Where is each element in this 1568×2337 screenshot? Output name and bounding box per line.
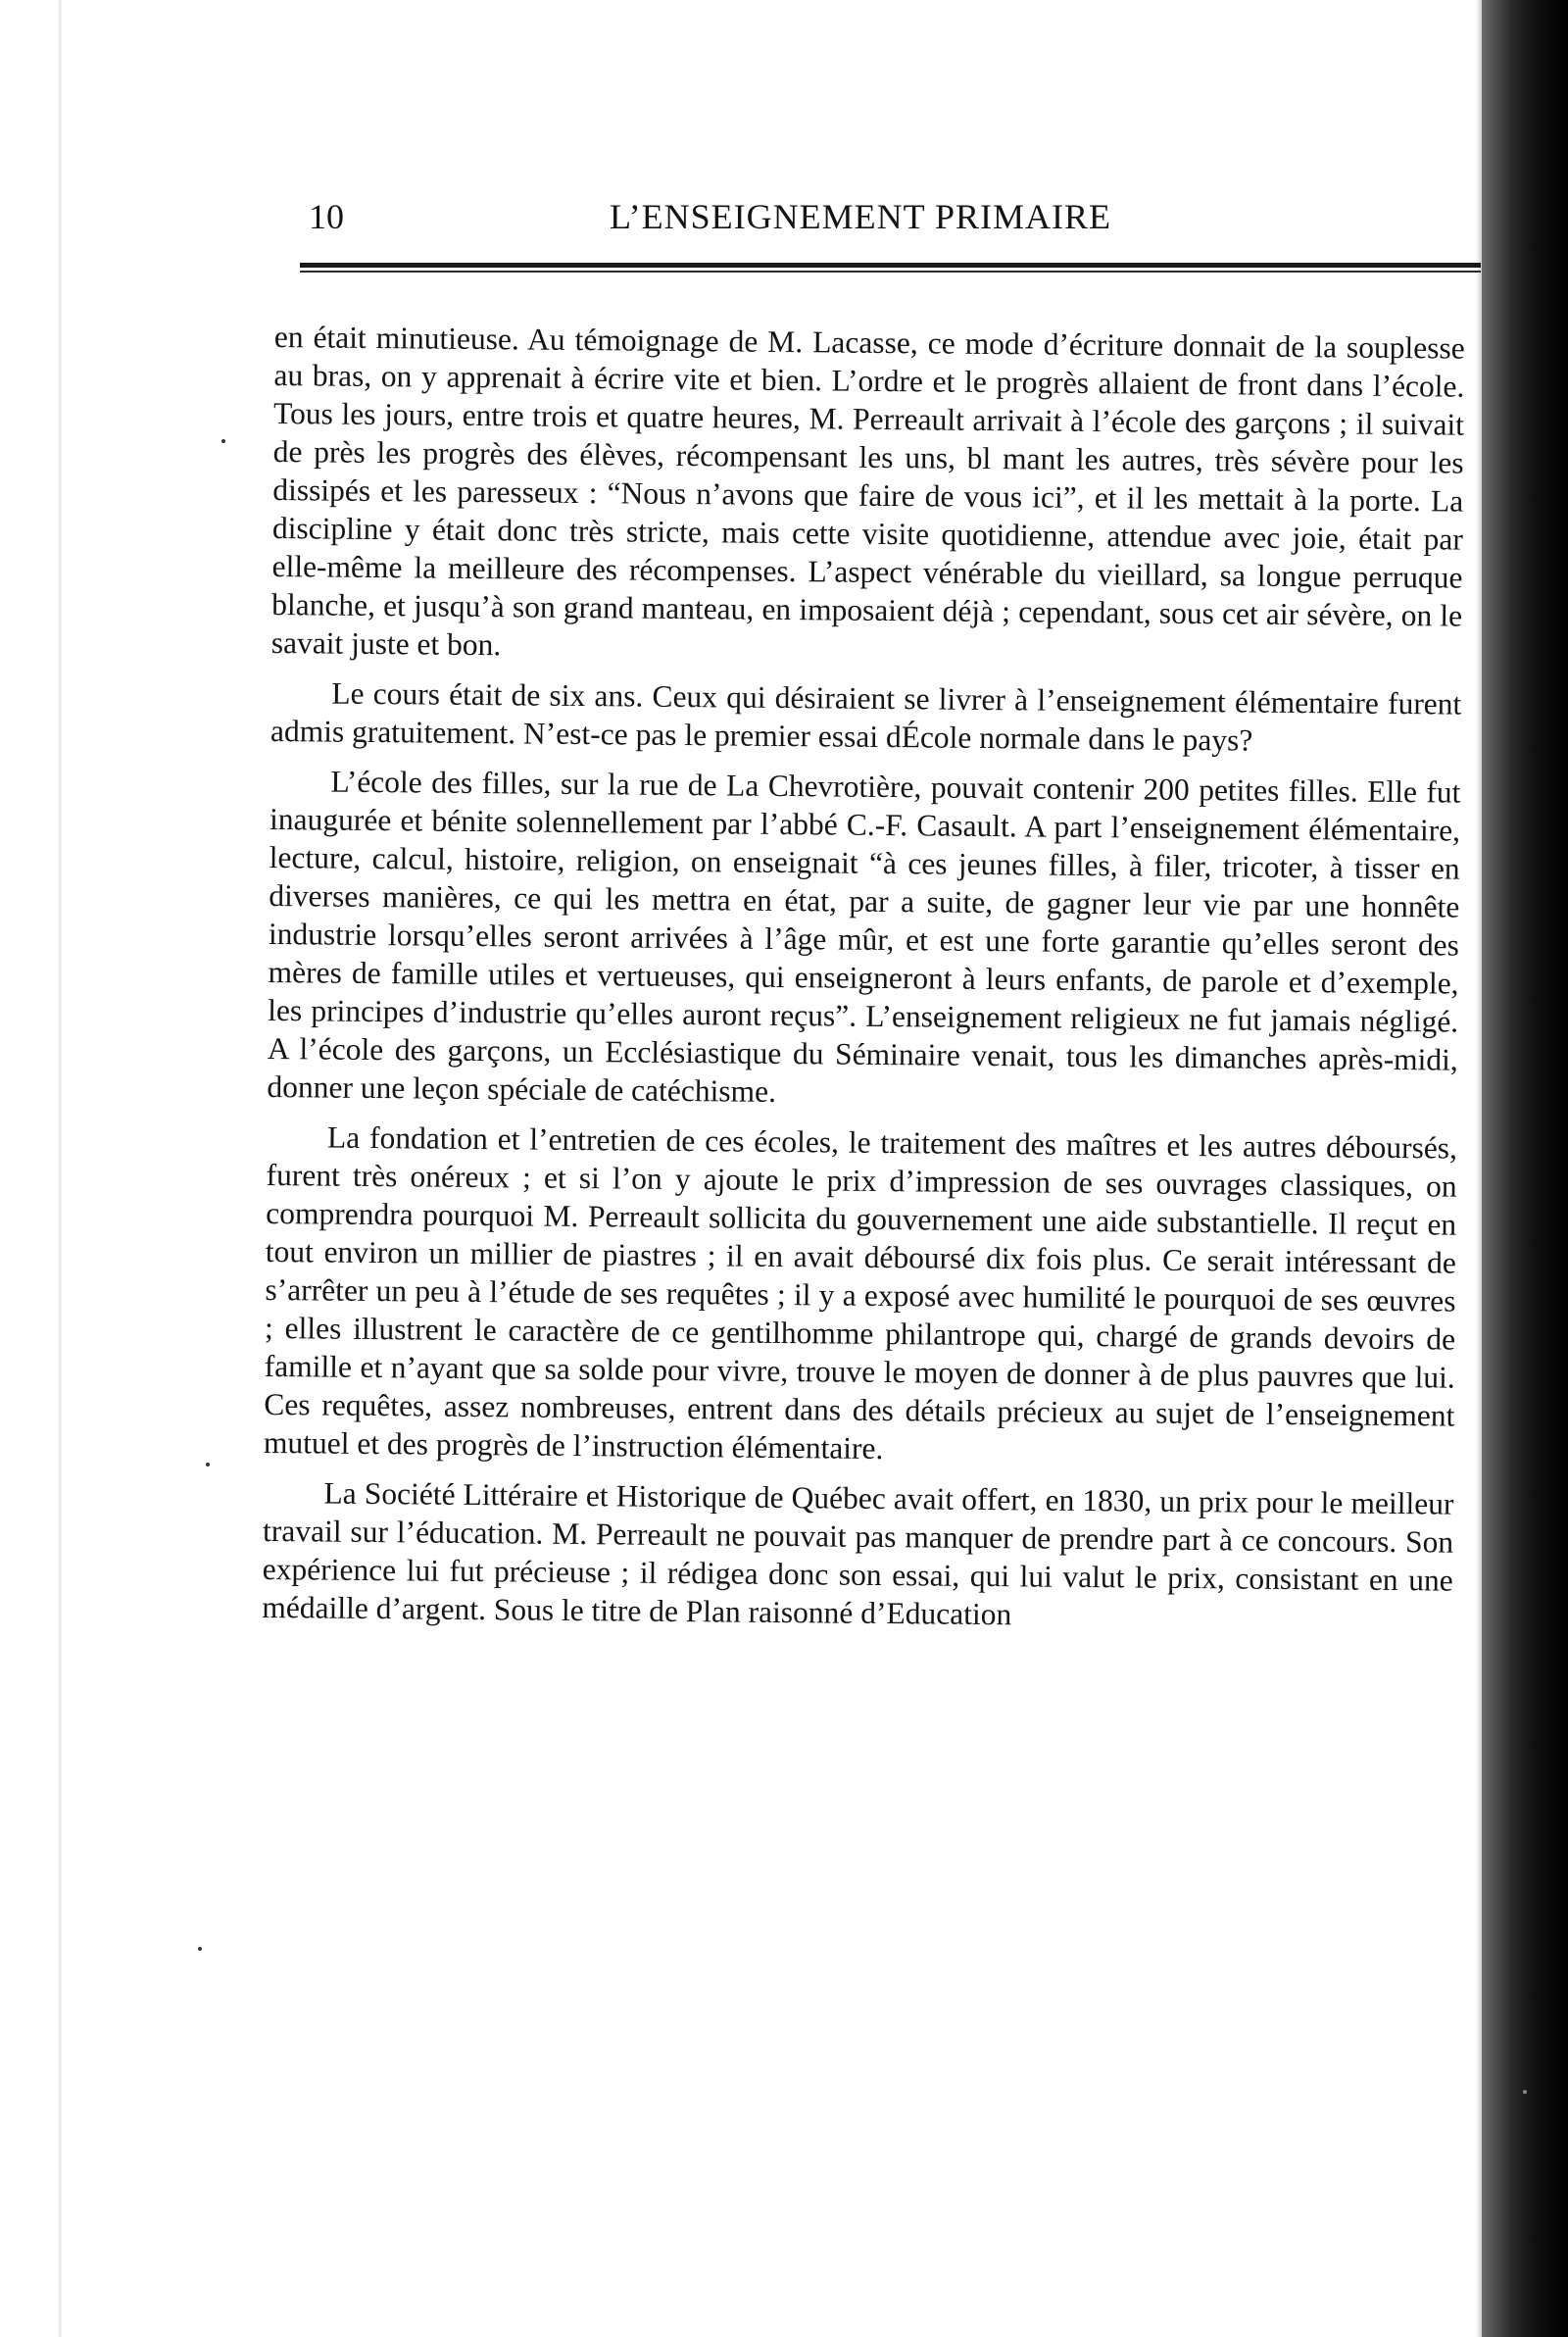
ink-speck [1523, 2090, 1527, 2094]
running-head [245, 196, 1482, 255]
running-title: L’ENSEIGNEMENT PRIMAIRE [610, 197, 1112, 236]
paragraph: Le cours était de six ans. Ceux qui désiraient se livrer à l’enseignement élémentaire furent admis gratuitement. N’est-ce pas le premier essai dÉcole normale dans le pays? [270, 675, 1462, 758]
book-page [245, 196, 1482, 1632]
ink-speck [206, 1463, 210, 1467]
header-rule [300, 263, 1481, 273]
paragraph: La Société Littéraire et Historique de Québec avait offert, en 1830, un prix pour le meilleur travail sur l’éducation. M. Perreault ne pouvait pas manquer de prendre part à ce concours. Son expérience lui fut précieuse ; il rédigea donc son essai, qui lui valut le prix, consistant en une médaille d’argent. Sous le titre de Plan raisonné d’Education [262, 1475, 1454, 1632]
page-number: 10 [309, 197, 344, 236]
body-text [262, 318, 1465, 1650]
header-rule-thin [300, 271, 1481, 273]
paragraph: L’école des filles, sur la rue de La Chevrotière, pouvait contenir 200 petites filles. Elle fut inaugurée et bénite solennellement par l’abbé C.-F. Casault. A part l’enseignement élémentaire, lecture, calcul, histoire, religion, on enseignait “à ces jeunes filles, à filer, tricoter, à tisser en diverses manières, ce qui les mettra en état, par a suite, de gagner leur vie par une honnête industrie lorsqu’elles seront arrivées à l’âge mûr, et est une forte garantie qu’elles seront des mères de famille utiles et vertueuses, qui enseigneront à leurs enfants, de parole et d’exemple, les principes d’industrie qu’elles auront reçus”. L’enseignement religieux ne fut jamais négligé. A l’école des garçons, un Ecclésiastique du Séminaire venait, tous les dimanches après-midi, donner une leçon spéciale de catéchisme. [267, 764, 1461, 1109]
page-left-edge [59, 0, 62, 2337]
paragraph: La fondation et l’entretien de ces écoles, le traitement des maîtres et les autres déboursés, furent très onéreux ; et si l’on y ajoute le prix d’impression de ses ouvrages classiques, on comprendra pourquoi M. Perreault sollicita du gouvernement une aide substantielle. Il reçut en tout environ un millier de piastres ; il en avait déboursé dix fois plus. Ce serait intéressant de s’arrêter un peu à l’étude de ses requêtes ; il y a exposé avec humilité le pourquoi de ses œuvres ; elles illustrent le caractère de ce gentilhomme philantrope qui, chargé de grands devoirs de famille et n’ayant que sa solde pour vivre, trouve le moyen de donner à de plus pauvres que lui. Ces requêtes, assez nombreuses, entrent dans des détails précieux au sujet de l’enseignement mutuel et des progrès de l’instruction élémentaire. [263, 1119, 1458, 1467]
paragraph-continued: en était minutieuse. Au témoignage de M. Lacasse, ce mode d’écriture donnait de la souplesse au bras, on y apprenait à écrire vite et bien. L’ordre et le progrès allaient de front dans l’école. Tous les jours, entre trois et quatre heures, M. Perreault arrivait à l’école des garçons ; il suivait de près les progrès des élèves, récompensant les uns, bl mant les autres, très sévère pour les dissipés et les paresseux : “Nous n’avons que faire de vous ici”, et il les mettait à la porte. La discipline y était donc très stricte, mais cette visite quotidienne, attendue avec joie, était par elle-même la meilleure des récompenses. L’aspect vénérable du vieillard, sa longue perruque blanche, et jusqu’à son grand manteau, en imposaient déjà ; cependant, sous cet air sévère, on le savait juste et bon. [270, 319, 1465, 663]
ink-speck [198, 1947, 202, 1951]
ink-speck [221, 439, 225, 443]
scan-shadow [1482, 0, 1568, 2337]
